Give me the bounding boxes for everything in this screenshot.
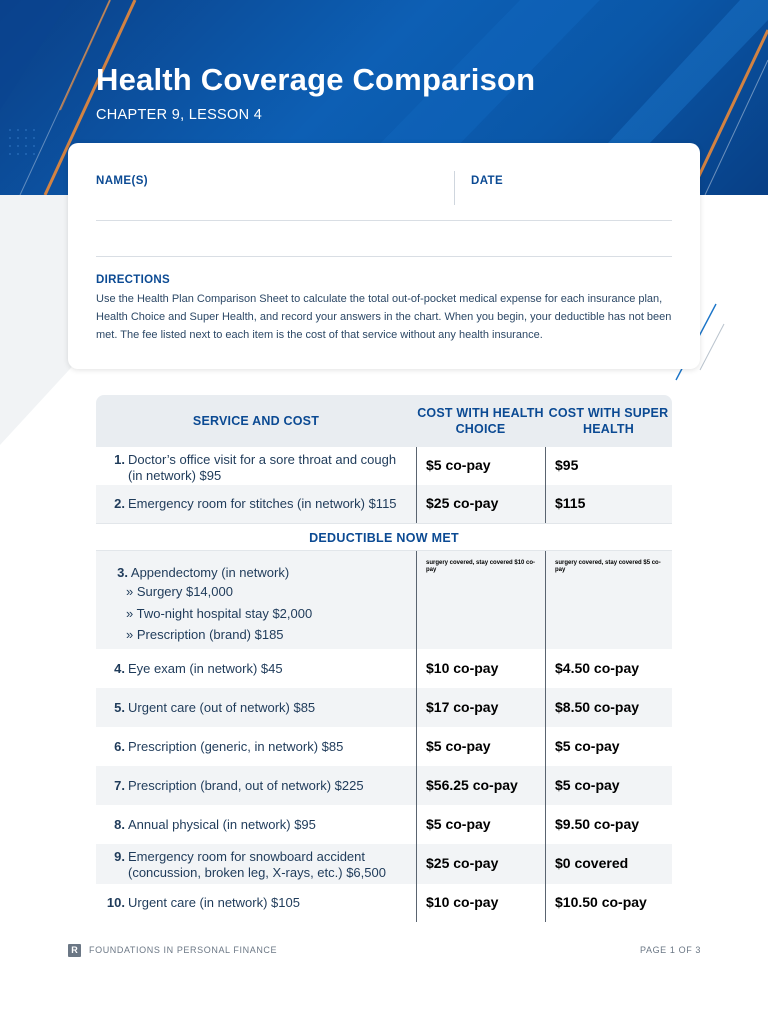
info-card: [68, 143, 700, 369]
row-number: 8.: [114, 817, 125, 832]
super-health-answer: $5 co-pay: [555, 777, 620, 793]
health-choice-answer: $5 co-pay: [426, 457, 491, 473]
super-health-cell[interactable]: [545, 766, 672, 805]
health-choice-answer: surgery covered, stay covered $10 co-pay: [426, 560, 536, 573]
table-row: [96, 649, 672, 688]
field-divider: [454, 171, 455, 205]
service-text: [96, 778, 414, 794]
directions-label: DIRECTIONS: [96, 274, 170, 286]
service-label: Urgent care (out of network) $85: [128, 700, 316, 715]
health-choice-cell[interactable]: [416, 649, 545, 688]
super-health-answer: $95: [555, 457, 579, 473]
service-text: [96, 739, 414, 755]
table-row: [96, 766, 672, 805]
health-choice-answer: $25 co-pay: [426, 855, 499, 871]
health-choice-cell[interactable]: [416, 844, 545, 884]
super-health-answer: $4.50 co-pay: [555, 660, 640, 676]
rows-after-deductible: [96, 649, 672, 922]
super-health-cell[interactable]: [545, 727, 672, 766]
super-health-cell[interactable]: [545, 805, 672, 844]
header-service: SERVICE AND COST: [192, 414, 320, 428]
page-footer: [68, 944, 701, 958]
service-sublist: [126, 581, 312, 646]
table-row: [96, 447, 672, 485]
health-choice-cell[interactable]: [416, 551, 545, 649]
row-number: 4.: [114, 661, 125, 676]
list-item: » Two-night hospital stay $2,000: [126, 605, 313, 621]
directions-text: Use the Health Plan Comparison Sheet to calculate the total out-of-pocket medical expense for each insurance plan, Health Choice and Super Health, and record your answers in the chart. When you begin, your deductible has not been met. The fee listed next to each item is the cost of that service without any health insurance.: [96, 293, 672, 341]
super-health-answer: $8.50 co-pay: [555, 699, 640, 715]
row-number: 10.: [106, 895, 125, 910]
names-line[interactable]: [96, 220, 672, 221]
second-line[interactable]: [96, 256, 672, 257]
super-health-answer: $5 co-pay: [555, 738, 620, 754]
super-health-answer: $0 covered: [555, 855, 629, 871]
table-row: [96, 884, 672, 922]
table-header: [96, 395, 672, 447]
service-label: Prescription (brand, out of network) $225: [128, 778, 364, 793]
footer-course-name: FOUNDATIONS IN PERSONAL FINANCE: [89, 945, 278, 955]
super-health-cell[interactable]: [545, 844, 672, 884]
service-text: [96, 817, 414, 833]
comparison-table: [96, 395, 672, 922]
health-choice-cell[interactable]: [416, 688, 545, 727]
row-number: 2.: [114, 496, 125, 511]
service-label: Urgent care (in network) $105: [128, 895, 300, 910]
health-choice-cell[interactable]: [416, 766, 545, 805]
health-choice-answer: $17 co-pay: [426, 699, 499, 715]
table-row: [96, 844, 672, 884]
health-choice-cell[interactable]: [416, 447, 545, 485]
super-health-cell[interactable]: [545, 485, 672, 523]
names-label: NAME(S): [96, 175, 148, 187]
service-text: [96, 661, 414, 677]
health-choice-answer: $10 co-pay: [426, 894, 499, 910]
row-number: 9.: [114, 849, 125, 864]
brand-logo-icon: R: [68, 944, 81, 957]
service-label: Prescription (generic, in network) $85: [128, 739, 344, 754]
service-text: [96, 895, 414, 911]
service-text: [96, 700, 414, 716]
header-super-health: COST WITH SUPER HEALTH: [548, 406, 669, 436]
super-health-answer: $9.50 co-pay: [555, 816, 640, 832]
service-text: [96, 565, 414, 581]
row-number: 7.: [114, 778, 125, 793]
super-health-cell[interactable]: [545, 688, 672, 727]
super-health-cell[interactable]: [545, 649, 672, 688]
row-number: 3.: [117, 565, 128, 580]
health-choice-answer: $10 co-pay: [426, 660, 499, 676]
chapter-subtitle: CHAPTER 9, LESSON 4: [96, 107, 263, 123]
page-number: PAGE 1 OF 3: [640, 945, 701, 955]
service-label: Eye exam (in network) $45: [128, 661, 283, 676]
page-title: Health Coverage Comparison: [96, 62, 536, 97]
health-choice-cell[interactable]: [416, 884, 545, 922]
list-item: » Surgery $14,000: [126, 584, 233, 599]
health-choice-answer: $5 co-pay: [426, 816, 491, 832]
table-row: [96, 688, 672, 727]
super-health-answer: $10.50 co-pay: [555, 894, 647, 910]
health-choice-answer: $5 co-pay: [426, 738, 491, 754]
service-text: [96, 496, 414, 512]
deductible-section-label: DEDUCTIBLE NOW MET: [96, 523, 672, 551]
service-text: [96, 849, 414, 881]
super-health-answer: $115: [555, 495, 586, 511]
row-number: 1.: [114, 452, 125, 467]
table-row: [96, 485, 672, 523]
health-choice-cell[interactable]: [416, 727, 545, 766]
service-label: Emergency room for snowboard accident (concussion, broken leg, X-rays, etc.) $6,500: [128, 849, 386, 880]
rows-before-deductible: [96, 447, 672, 523]
health-choice-cell[interactable]: [416, 485, 545, 523]
super-health-cell[interactable]: [545, 447, 672, 485]
service-label: Annual physical (in network) $95: [128, 817, 316, 832]
table-row: [96, 805, 672, 844]
table-row: [96, 727, 672, 766]
health-choice-cell[interactable]: [416, 805, 545, 844]
header-health-choice: COST WITH HEALTH CHOICE: [417, 406, 544, 436]
super-health-answer: surgery covered, stay covered $5 co-pay: [555, 560, 661, 573]
service-label: Emergency room for stitches (in network) $115: [128, 496, 397, 511]
row-number: 5.: [114, 700, 125, 715]
health-choice-answer: $56.25 co-pay: [426, 777, 518, 793]
date-label: DATE: [471, 175, 504, 187]
service-text: [96, 452, 414, 484]
service-label: Doctor’s office visit for a sore throat and cough (in network) $95: [128, 452, 397, 483]
health-choice-answer: $25 co-pay: [426, 495, 499, 511]
row-number: 6.: [114, 739, 125, 754]
list-item: » Prescription (brand) $185: [126, 627, 284, 642]
super-health-cell[interactable]: [545, 551, 672, 649]
super-health-cell[interactable]: [545, 884, 672, 922]
table-row: [96, 551, 672, 649]
service-label: Appendectomy (in network): [130, 565, 290, 580]
